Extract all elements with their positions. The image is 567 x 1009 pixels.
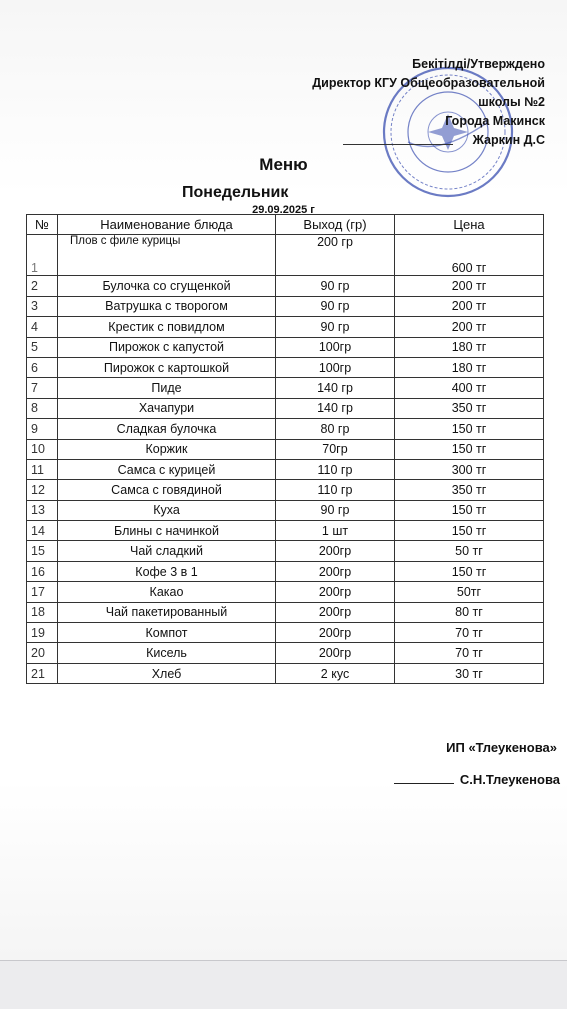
director-signature-line [343, 144, 453, 145]
cell-out: 110 гр [276, 459, 395, 479]
cell-price: 200 тг [395, 317, 544, 337]
table-row [27, 357, 544, 377]
cell-out: 200гр [276, 561, 395, 581]
table-row [27, 276, 544, 296]
cell-out: 200 гр [276, 235, 395, 276]
cell-price: 150 тг [395, 419, 544, 439]
table-row [27, 561, 544, 581]
approval-line-4: Города Макинск [445, 114, 545, 128]
cell-name: Какао [58, 582, 276, 602]
cell-name: Компот [58, 623, 276, 643]
vendor-signature [394, 772, 560, 787]
menu-table [26, 214, 544, 684]
table-row [27, 419, 544, 439]
cell-out: 200гр [276, 643, 395, 663]
cell-name: Плов с филе курицы [58, 235, 276, 276]
cell-price: 400 тг [395, 378, 544, 398]
table-row [27, 541, 544, 561]
cell-price: 350 тг [395, 398, 544, 418]
cell-price: 200 тг [395, 296, 544, 316]
cell-out: 100гр [276, 357, 395, 377]
header-num: № [27, 215, 58, 235]
cell-name: Крестик с повидлом [58, 317, 276, 337]
cell-name: Самса с курицей [58, 459, 276, 479]
cell-name: Пирожок с картошкой [58, 357, 276, 377]
header-out: Выход (гр) [276, 215, 395, 235]
day-label: Понедельник [182, 184, 289, 201]
cell-name: Кофе 3 в 1 [58, 561, 276, 581]
header-name: Наименование блюда [58, 215, 276, 235]
cell-out: 2 кус [276, 663, 395, 683]
approval-line-5: Жаркин Д.С [472, 133, 545, 147]
table-row [27, 459, 544, 479]
table-row [27, 337, 544, 357]
table-row [27, 643, 544, 663]
cell-price: 150 тг [395, 439, 544, 459]
vendor-signature-line [394, 783, 454, 784]
cell-price: 50тг [395, 582, 544, 602]
cell-out: 90 гр [276, 500, 395, 520]
cell-out: 200гр [276, 602, 395, 622]
cell-num: 2 [27, 276, 58, 296]
table-row [27, 378, 544, 398]
cell-name: Хачапури [58, 398, 276, 418]
cell-name: Хлеб [58, 663, 276, 683]
page-title: Меню [259, 155, 308, 174]
table-row [27, 521, 544, 541]
cell-price: 150 тг [395, 500, 544, 520]
cell-price: 200 тг [395, 276, 544, 296]
cell-out: 1 шт [276, 521, 395, 541]
cell-out: 70гр [276, 439, 395, 459]
cell-out: 90 гр [276, 317, 395, 337]
vendor-name: ИП «Тлеукенова» [446, 740, 557, 755]
cell-name: Булочка со сгущенкой [58, 276, 276, 296]
cell-name: Сладкая булочка [58, 419, 276, 439]
cell-num: 19 [27, 623, 58, 643]
cell-num: 15 [27, 541, 58, 561]
approval-line-3: школы №2 [478, 95, 545, 109]
cell-num: 4 [27, 317, 58, 337]
table-row [27, 602, 544, 622]
cell-price: 180 тг [395, 337, 544, 357]
cell-price: 350 тг [395, 480, 544, 500]
underlying-paper [0, 960, 567, 1009]
cell-num: 7 [27, 378, 58, 398]
cell-num: 6 [27, 357, 58, 377]
table-row [27, 500, 544, 520]
cell-num: 14 [27, 521, 58, 541]
cell-name: Самса с говядиной [58, 480, 276, 500]
cell-num: 20 [27, 643, 58, 663]
cell-out: 80 гр [276, 419, 395, 439]
cell-price: 180 тг [395, 357, 544, 377]
approval-line-2: Директор КГУ Общеобразовательной [312, 76, 545, 90]
cell-out: 110 гр [276, 480, 395, 500]
cell-name: Куха [58, 500, 276, 520]
table-row [27, 480, 544, 500]
cell-num: 16 [27, 561, 58, 581]
cell-name: Чай пакетированный [58, 602, 276, 622]
cell-out: 90 гр [276, 276, 395, 296]
table-row [27, 398, 544, 418]
table-row [27, 663, 544, 683]
approval-line-1: Бекітілді/Утверждено [412, 57, 545, 71]
cell-num: 5 [27, 337, 58, 357]
cell-price: 50 тг [395, 541, 544, 561]
cell-name: Чай сладкий [58, 541, 276, 561]
cell-num: 3 [27, 296, 58, 316]
cell-price: 30 тг [395, 663, 544, 683]
date-label: 29.09.2025 г [252, 204, 315, 216]
header-price: Цена [395, 215, 544, 235]
cell-name: Кисель [58, 643, 276, 663]
cell-num: 13 [27, 500, 58, 520]
cell-out: 200гр [276, 582, 395, 602]
cell-out: 140 гр [276, 398, 395, 418]
table-row [27, 439, 544, 459]
vendor-signer: С.Н.Тлеукенова [459, 772, 560, 787]
cell-out: 200гр [276, 623, 395, 643]
cell-num: 10 [27, 439, 58, 459]
table-row [27, 296, 544, 316]
cell-price: 70 тг [395, 623, 544, 643]
cell-num: 12 [27, 480, 58, 500]
cell-num: 21 [27, 663, 58, 683]
cell-price: 70 тг [395, 643, 544, 663]
cell-price: 150 тг [395, 561, 544, 581]
cell-num: 18 [27, 602, 58, 622]
cell-price: 600 тг [395, 235, 544, 276]
cell-num: 8 [27, 398, 58, 418]
cell-name: Пирожок с капустой [58, 337, 276, 357]
table-row [27, 623, 544, 643]
cell-num: 11 [27, 459, 58, 479]
cell-num: 1 [27, 235, 58, 276]
cell-out: 200гр [276, 541, 395, 561]
cell-out: 140 гр [276, 378, 395, 398]
cell-out: 90 гр [276, 296, 395, 316]
cell-name: Ватрушка с творогом [58, 296, 276, 316]
table-row [27, 317, 544, 337]
cell-price: 150 тг [395, 521, 544, 541]
table-header-row [27, 215, 544, 235]
cell-num: 17 [27, 582, 58, 602]
cell-num: 9 [27, 419, 58, 439]
cell-price: 80 тг [395, 602, 544, 622]
table-row [27, 582, 544, 602]
cell-name: Коржик [58, 439, 276, 459]
cell-name: Блины с начинкой [58, 521, 276, 541]
cell-name: Пиде [58, 378, 276, 398]
approval-block [312, 55, 545, 150]
cell-out: 100гр [276, 337, 395, 357]
table-row [27, 235, 544, 276]
cell-price: 300 тг [395, 459, 544, 479]
